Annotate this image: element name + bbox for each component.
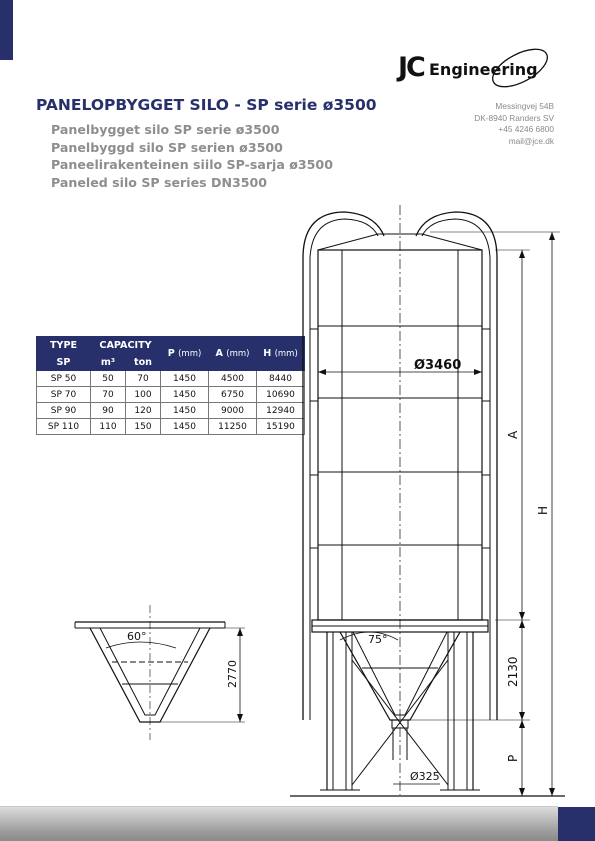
- angle-detail-label: 60°: [127, 630, 147, 643]
- cell: 120: [126, 403, 161, 419]
- cell: SP 50: [37, 371, 91, 387]
- angle-main-label: 75°: [368, 633, 388, 646]
- cell: 4500: [209, 371, 257, 387]
- header-a: A (mm): [209, 337, 257, 371]
- cell: 8440: [257, 371, 305, 387]
- cell: 100: [126, 387, 161, 403]
- cell: 90: [91, 403, 126, 419]
- dim-p-label: P: [506, 754, 520, 762]
- height-detail-label: 2770: [226, 660, 239, 688]
- dim-h-label: H: [536, 505, 550, 515]
- dim-a-label: A: [506, 430, 520, 439]
- cell: SP 90: [37, 403, 91, 419]
- hopper-height-label: 2130: [506, 656, 520, 687]
- cell: 1450: [161, 419, 209, 435]
- cell: 1450: [161, 371, 209, 387]
- cell: 110: [91, 419, 126, 435]
- header-type-sub: SP: [37, 355, 91, 371]
- subtitle: Panelbygget silo SP serie ø3500: [51, 122, 280, 137]
- header-p: P (mm): [161, 337, 209, 371]
- cell: 150: [126, 419, 161, 435]
- header-unit-m3: m³: [91, 355, 126, 371]
- phone: +45 4246 6800: [498, 124, 554, 134]
- page-title: PANELOPBYGGET SILO - SP serie ø3500: [36, 96, 377, 114]
- header-h: H (mm): [257, 337, 305, 371]
- cell: 1450: [161, 387, 209, 403]
- cell: 10690: [257, 387, 305, 403]
- address-line: DK-8940 Randers SV: [474, 112, 554, 123]
- address-line: Messingvej 54B: [495, 101, 554, 111]
- cell: 70: [91, 387, 126, 403]
- outlet-label: Ø325: [410, 770, 440, 783]
- subtitle: Paneled silo SP series DN3500: [51, 174, 268, 190]
- cell: 11250: [209, 419, 257, 435]
- cell: 1450: [161, 403, 209, 419]
- cell: 9000: [209, 403, 257, 419]
- cell: 15190: [257, 419, 305, 435]
- cell: SP 70: [37, 387, 91, 403]
- cell: 6750: [209, 387, 257, 403]
- logo-word: Engineering: [429, 60, 538, 79]
- header-capacity: CAPACITY: [91, 337, 161, 355]
- header-unit-ton: ton: [126, 355, 161, 371]
- hopper-detail-drawing: [75, 605, 245, 740]
- header-type: TYPE: [37, 337, 91, 355]
- diameter-label: Ø3460: [414, 358, 462, 373]
- subtitle: Panelbyggd silo SP serien ø3500: [51, 139, 283, 155]
- cell: 50: [91, 371, 126, 387]
- subtitle: Paneelirakenteinen siilo SP-sarja ø3500: [51, 157, 333, 172]
- cell: 12940: [257, 403, 305, 419]
- cell: 70: [126, 371, 161, 387]
- email: mail@jce.dk: [508, 135, 554, 146]
- logo-jc: JC: [398, 52, 424, 83]
- cell: SP 110: [37, 419, 91, 435]
